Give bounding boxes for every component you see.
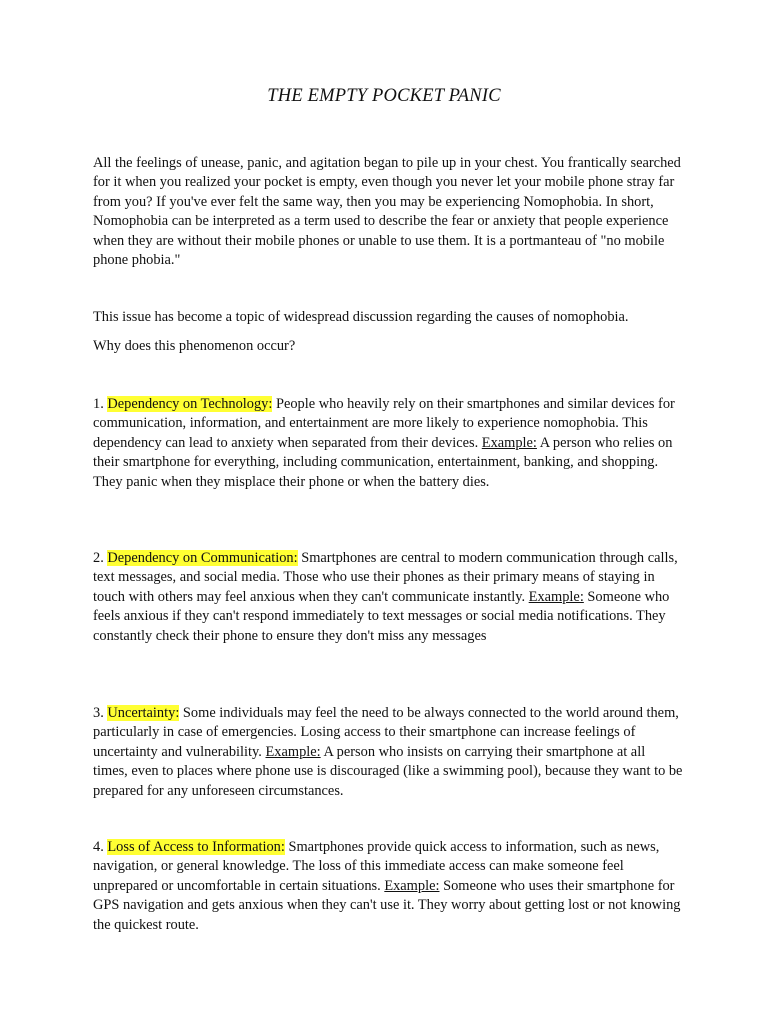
cause-number: 4. xyxy=(93,839,108,855)
cause-number: 2. xyxy=(93,550,108,566)
cause-item xyxy=(93,395,683,492)
cause-text: Smartphones provide quick access to information, such as news, navigation, or general knowledge. The loss of this immediate access can make someone feel unprepared or uncomfortable in certain situations. xyxy=(93,839,660,894)
cause-item xyxy=(93,549,683,646)
cause-heading-highlight: Uncertainty: xyxy=(107,705,180,721)
example-text: A person who insists on carrying their smartphone at all times, even to places where phone use is discouraged (like a swimming pool), because they want to be prepared for any unforeseen circumstances. xyxy=(93,743,683,799)
example-text: A person who relies on their smartphone for everything, including communication, entertainment, banking, and shopping. They panic when they misplace their phone or when the battery dies. xyxy=(93,434,673,490)
example-label: Example: xyxy=(528,588,584,605)
document-title: THE EMPTY POCKET PANIC xyxy=(267,86,501,106)
cause-heading-highlight: Loss of Access to Information: xyxy=(107,839,285,855)
question-paragraph: Why does this phenomenon occur? xyxy=(93,338,296,354)
cause-text: People who heavily rely on their smartphones and similar devices for communication, information, and entertainment are more likely to experience nomophobia. This dependency can lead to anxiety when separated from their devices. xyxy=(93,396,675,451)
example-label: Example: xyxy=(265,743,321,760)
intro-paragraph: All the feelings of unease, panic, and agitation began to pile up in your chest. You frantically searched for it when you realized your pocket is empty, even though you never let your mobile phone stray far from you? If you've ever felt the same way, then you may be experiencing Nomophobia. In short, Nomophobia can be interpreted as a term used to describe the fear or anxiety that people experience when they are without their mobile phones or unable to use them. It is a portmanteau of "no mobile phone phobia." xyxy=(93,155,681,269)
example-text: Someone who uses their smartphone for GPS navigation and gets anxious when they can't use it. They worry about getting lost or not knowing the quickest route. xyxy=(93,877,681,933)
cause-item xyxy=(93,704,683,801)
cause-text: Some individuals may feel the need to be always connected to the world around them, particularly in case of emergencies. Losing access to their smartphone can increase feelings of uncertainty and vulnerability. xyxy=(93,705,679,760)
cause-item xyxy=(93,838,683,935)
example-text: Someone who feels anxious if they can't respond immediately to text messages or social media notifications. They constantly check their phone to ensure they don't miss any messages xyxy=(93,588,670,644)
cause-heading-highlight: Dependency on Communication: xyxy=(107,550,298,566)
cause-text: Smartphones are central to modern communication through calls, text messages, and social media. Those who use their phones as their primary means of staying in touch with others may feel anxious when they can't communicate instantly. xyxy=(93,550,678,605)
cause-number: 1. xyxy=(93,396,108,412)
example-label: Example: xyxy=(481,434,537,451)
example-label: Example: xyxy=(384,877,440,894)
cause-heading-highlight: Dependency on Technology: xyxy=(107,396,273,412)
discussion-paragraph: This issue has become a topic of widespread discussion regarding the causes of nomophobia. xyxy=(93,309,629,325)
cause-number: 3. xyxy=(93,705,108,721)
